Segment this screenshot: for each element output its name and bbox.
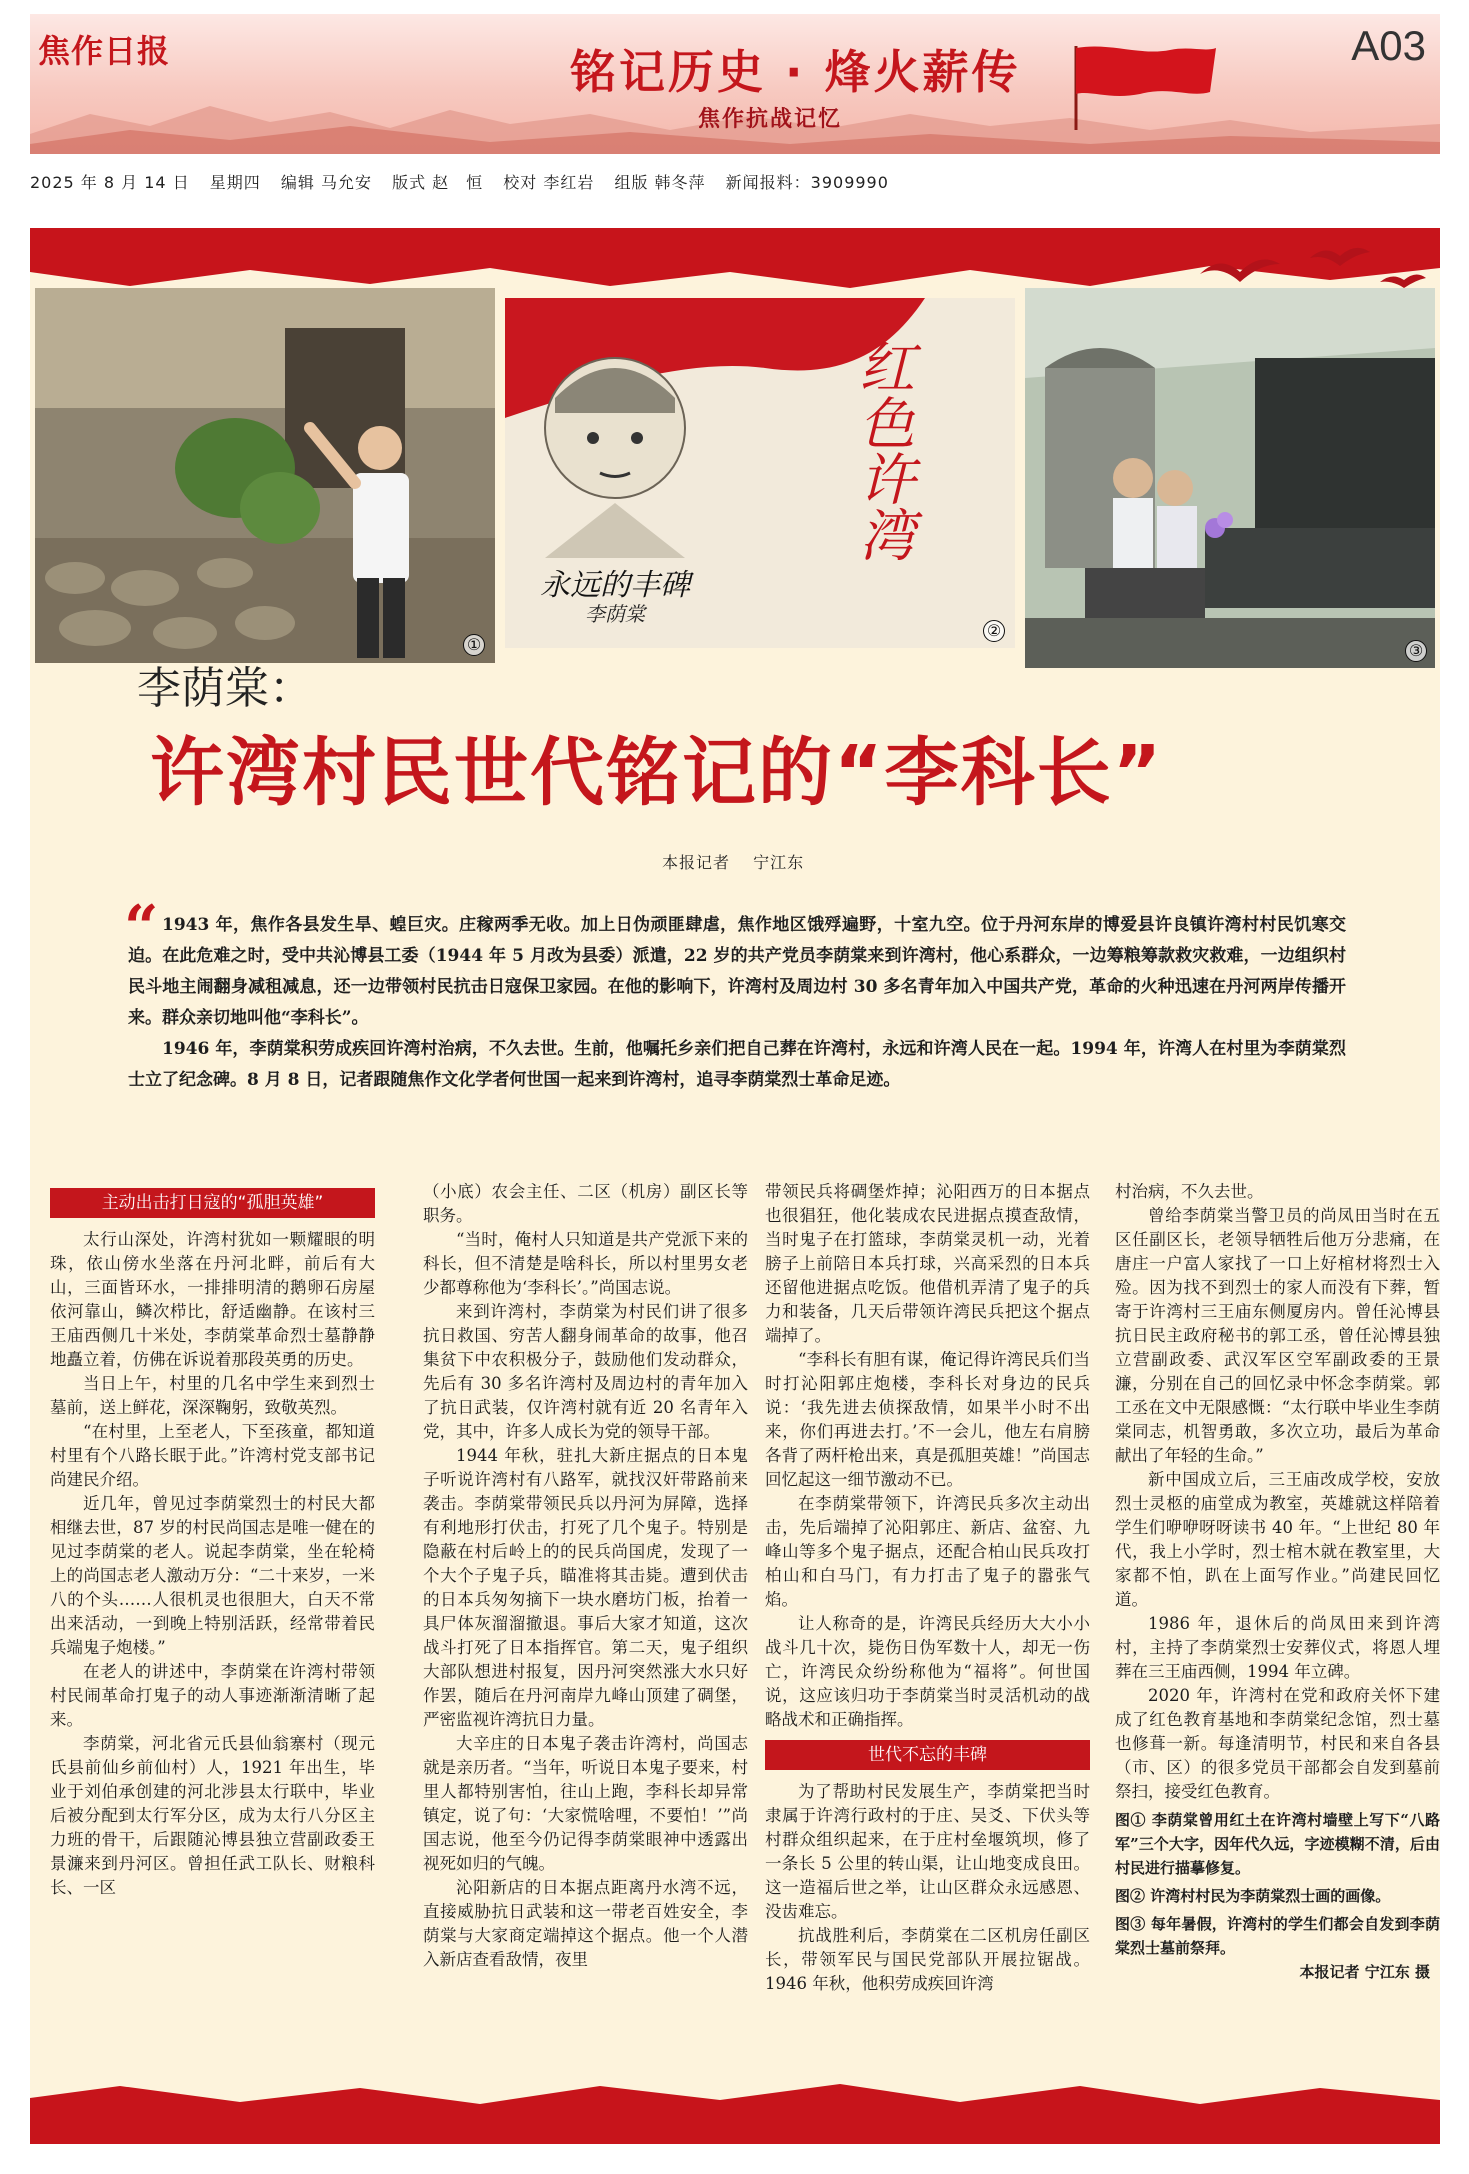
body-paragraph: 带领民兵将碉堡炸掉；沁阳西万的日本据点也很猖狂，他化装成农民进据点摸查敌情，当时鬼子在打篮球，李荫棠灵机一动，光着膀子上前陪日本兵打球，兴高采烈的日本兵还留他进据点吃饭。他借机弄清了鬼子的兵力和装备，几天后带领许湾民兵把这个据点端掉了。 <box>765 1182 1090 1345</box>
photo-credit: 本报记者 宁江东 摄 <box>1299 1963 1430 1981</box>
quote-mark-icon: “ <box>124 893 159 963</box>
body-paragraph: 太行山深处，许湾村犹如一颗耀眼的明珠，依山傍水坐落在丹河北畔，前后有大山，三面皆环水，一排排明清的鹅卵石房屋依河靠山，鳞次栉比，舒适幽静。在该村三王庙西侧几十米处，李荫棠革命烈士墓静静地矗立着，仿佛在诉说着那段英勇的历史。 <box>50 1230 375 1369</box>
torn-red-banner-bottom <box>30 2074 1440 2144</box>
body-paragraph: 李荫棠，河北省元氏县仙翁寨村（现元氏县前仙乡前仙村）人，1921 年出生，毕业于刘伯承创建的河北涉县太行联中，毕业后被分配到太行军分区，成为太行八分区主力班的骨干，后跟随沁博县独立营副政委王景濂来到丹河区。曾担任武工队长、财粮科长、一区 <box>50 1734 375 1897</box>
lead-paragraph: 1943 年，焦作各县发生旱、蝗巨灾。庄稼两季无收。加上日伪顽匪肆虐，焦作地区饿殍遍野，十室九空。位于丹河东岸的博爱县许良镇许湾村村民饥寒交迫。在此危难之时，受中共沁博县工委（1944 年 5 月改为县委）派遣，22 岁的共产党员李荫棠来到许湾村，他心系群众，一边筹粮筹款救灾救难，一边组织村民斗地主闹翻身减租减息，还一边带领村民抗击日寇保卫家园。在他的影响下，许湾村及周边村 30 多名青年加入中国共产党，革命的火种迅速在丹河两岸传播开来。群众亲切地叫他“李科长”。 <box>128 915 1346 1028</box>
article-column-4 <box>1115 1180 1440 1984</box>
news-hotline: 新闻报料：3909990 <box>725 173 889 192</box>
headline-main: 许湾村民世代铭记的“李科长” <box>150 730 1164 816</box>
paper-logo: 焦作日报 <box>38 32 171 70</box>
body-paragraph: 新中国成立后，三王庙改成学校，安放烈士灵柩的庙堂成为教室，英雄就这样陪着学生们咿咿呀呀读书 40 年。“上世纪 80 年代，我上小学时，烈士棺木就在教室里，大家都不怕，趴在上面写作业。”尚建民回忆道。 <box>1115 1470 1440 1609</box>
article-lead <box>128 910 1346 1096</box>
photo-caption-3: 图③ 每年暑假，许湾村的学生们都会自发到李荫棠烈士墓前祭拜。 <box>1115 1915 1440 1957</box>
red-flag-icon <box>1070 42 1220 132</box>
column-title: 铭记历史 · 烽火薪传 <box>570 45 1021 99</box>
body-paragraph: 曾给李荫棠当警卫员的尚凤田当时在五区任副区长，老领导牺牲后他万分悲痛，在唐庄一户富人家找了一口上好棺材将烈士入殓。因为找不到烈士的家人而没有下葬，暂寄于许湾村三王庙东侧厦房内。曾任沁博县抗日民主政府秘书的郭工丞，曾任沁博县独立营副政委、武汉军区空军副政委的王景濂，分别在自己的回忆录中怀念李荫棠。郭工丞在文中无限感慨：“太行联中毕业生李荫棠同志，机智勇敢，多次立功，最后为革命献出了年轻的生命。” <box>1115 1206 1440 1465</box>
editor-credit: 编辑 马允安 <box>280 173 372 192</box>
body-paragraph: 让人称奇的是，许湾民兵经历大大小小战斗几十次，毙伤日伪军数十人，却无一伤亡，许湾民众纷纷称他为“福将”。何世国说，这应该归功于李荫棠当时灵活机动的战略战术和正确指挥。 <box>765 1614 1090 1729</box>
article-column-3 <box>765 1180 1090 1996</box>
headline-kicker: 李荫棠： <box>137 663 313 714</box>
column-subtitle: 焦作抗战记忆 <box>698 107 843 132</box>
body-paragraph: 2020 年，许湾村在党和政府关怀下建成了红色教育基地和李荫棠纪念馆，烈士墓也修葺一新。每逢清明节，村民和来自各县（市、区）的很多党员干部都会自发到墓前祭扫，接受红色教育。 <box>1115 1686 1440 1801</box>
feature-panel <box>30 228 1440 2144</box>
body-paragraph: （小底）农会主任、二区（机房）副区长等职务。 <box>423 1182 748 1225</box>
body-paragraph: “在村里，上至老人，下至孩童，都知道村里有个八路长眠于此。”许湾村党支部书记尚建民介绍。 <box>50 1422 375 1489</box>
body-paragraph: 大辛庄的日本鬼子袭击许湾村，尚国志就是亲历者。“当年，听说日本鬼子要来，村里人都特别害怕，往山上跑，李科长却异常镇定，说了句：‘大家慌啥哩，不要怕！’”尚国志说，他至今仍记得李荫棠眼神中透露出视死如归的气魄。 <box>423 1734 748 1873</box>
mural-caption-text: 永远的丰碑 <box>540 568 690 603</box>
composer-credit: 组版 韩冬萍 <box>614 173 706 192</box>
section-heading: 主动出击打日寇的“孤胆英雄” <box>50 1188 375 1218</box>
masthead <box>30 14 1440 154</box>
photo-2-number: ② <box>983 620 1005 642</box>
body-paragraph: 来到许湾村，李荫棠为村民们讲了很多抗日救国、穷苦人翻身闹革命的故事，他召集贫下中农积极分子，鼓励他们发动群众，先后有 30 多名许湾村及周边村的青年加入了抗日武装，仅许湾村就有近 20 名青年入党，其中，许多人成长为党的领导干部。 <box>423 1302 748 1441</box>
issue-date: 2025 年 8 月 14 日 <box>30 173 190 192</box>
lead-paragraph: 1946 年，李荫棠积劳成疾回许湾村治病，不久去世。生前，他嘱托乡亲们把自己葬在许湾村，永远和许湾人民在一起。1994 年，许湾人在村里为李荫棠烈士立了纪念碑。8 月 8 日，记者跟随焦作文化学者何世国一起来到许湾村，追寻李荫棠烈士革命足迹。 <box>128 1039 1346 1090</box>
body-paragraph: 当日上午，村里的几名中学生来到烈士墓前，送上鲜花，深深鞠躬，致敬英烈。 <box>50 1374 375 1417</box>
article-column-1 <box>50 1180 375 1900</box>
issue-weekday: 星期四 <box>209 173 261 192</box>
body-paragraph: 抗战胜利后，李荫棠在二区机房任副区长，带领军民与国民党部队开展拉锯战。1946 年秋，他积劳成疾回许湾 <box>765 1926 1090 1993</box>
body-paragraph: 沁阳新店的日本据点距离丹水湾不远，直接威胁抗日武装和这一带老百姓安全，李荫棠与大家商定端掉这个据点。他一个人潜入新店查看敌情，夜里 <box>423 1878 748 1969</box>
photo-3-number: ③ <box>1405 640 1427 662</box>
photo-portrait-mural <box>505 298 1015 648</box>
body-paragraph: 村治病，不久去世。 <box>1115 1182 1264 1201</box>
mural-calligraphy: 红色许湾 <box>850 338 915 562</box>
body-paragraph: 1944 年秋，驻扎大新庄据点的日本鬼子听说许湾村有八路军，就找汉奸带路前来袭击。李荫棠带领民兵以丹河为屏障，选择有利地形打伏击，打死了几个鬼子。特别是隐蔽在村后岭上的的民兵尚国虎，发现了一个大个子鬼子兵，瞄准将其击毙。遭到伏击的日本兵匆匆摘下一块水磨坊门板，抬着一具尸体灰溜溜撤退。事后大家才知道，这次战斗打死了日本指挥官。第二天，鬼子组织大部队想进村报复，因丹河突然涨大水只好作罢，随后在丹河南岸九峰山顶建了碉堡，严密监视许湾抗日力量。 <box>423 1446 748 1729</box>
mural-name-text: 李荫棠 <box>585 602 645 626</box>
photo-3-illustration <box>1025 288 1435 668</box>
body-paragraph: 在老人的讲述中，李荫棠在许湾村带领村民闹革命打鬼子的动人事迹渐渐清晰了起来。 <box>50 1662 375 1729</box>
body-paragraph: “李科长有胆有谋，俺记得许湾民兵们当时打沁阳郭庄炮楼，李科长对身边的民兵说：‘我先进去侦探敌情，如果半小时不出来，你们再进去打。’不一会儿，他左右肩膀各背了两杆枪出来，真是孤胆英雄！”尚国志回忆起这一细节激动不已。 <box>765 1350 1090 1489</box>
photo-caption-2: 图② 许湾村村民为李荫棠烈士画的画像。 <box>1115 1887 1391 1905</box>
byline: 本报记者 宁江东 <box>662 853 805 872</box>
article-column-2 <box>423 1180 748 1972</box>
proofread-credit: 校对 李红岩 <box>503 173 595 192</box>
section-heading: 世代不忘的丰碑 <box>765 1740 1090 1770</box>
page-number: A03 <box>1351 22 1426 69</box>
photo-1-number: ① <box>463 634 485 656</box>
body-paragraph: 为了帮助村民发展生产，李荫棠把当时隶属于许湾行政村的于庄、吴爻、下伏头等村群众组织起来，在于庄村垒堰筑坝，修了一条长 5 公里的转山渠，让山地变成良田。这一造福后世之举，让山区群众永远感恩、没齿难忘。 <box>765 1782 1090 1921</box>
photo-village-wall <box>35 288 495 663</box>
body-paragraph: 近几年，曾见过李荫棠烈士的村民大都相继去世，87 岁的村民尚国志是唯一健在的见过李荫棠的老人。说起李荫棠，坐在轮椅上的尚国志老人激动万分：“二十来岁，一米八的个头……人很机灵也很胆大，白天不常出来活动，一到晚上特别活跃，经常带着民兵端鬼子炮楼。” <box>50 1494 375 1657</box>
photo-memorial-students <box>1025 288 1435 668</box>
photo-caption-1: 图① 李荫棠曾用红土在许湾村墙壁上写下“八路军”三个大字，因年代久远，字迹模糊不清，后由村民进行描摹修复。 <box>1115 1811 1440 1877</box>
body-paragraph: 1986 年，退休后的尚凤田来到许湾村，主持了李荫棠烈士安葬仪式，将恩人埋葬在三王庙西侧，1994 年立碑。 <box>1115 1614 1440 1681</box>
body-paragraph: 在李荫棠带领下，许湾民兵多次主动出击，先后端掉了沁阳郭庄、新店、盆窑、九峰山等多个鬼子据点，还配合柏山民兵攻打柏山和白马门，有力打击了鬼子的嚣张气焰。 <box>765 1494 1090 1609</box>
layout-credit: 版式 赵 恒 <box>392 173 484 192</box>
photo-1-illustration <box>35 288 495 663</box>
issue-info-line <box>30 170 1440 193</box>
body-paragraph: “当时，俺村人只知道是共产党派下来的科长，但不清楚是啥科长，所以村里男女老少都尊称他为‘李科长’。”尚国志说。 <box>423 1230 748 1297</box>
